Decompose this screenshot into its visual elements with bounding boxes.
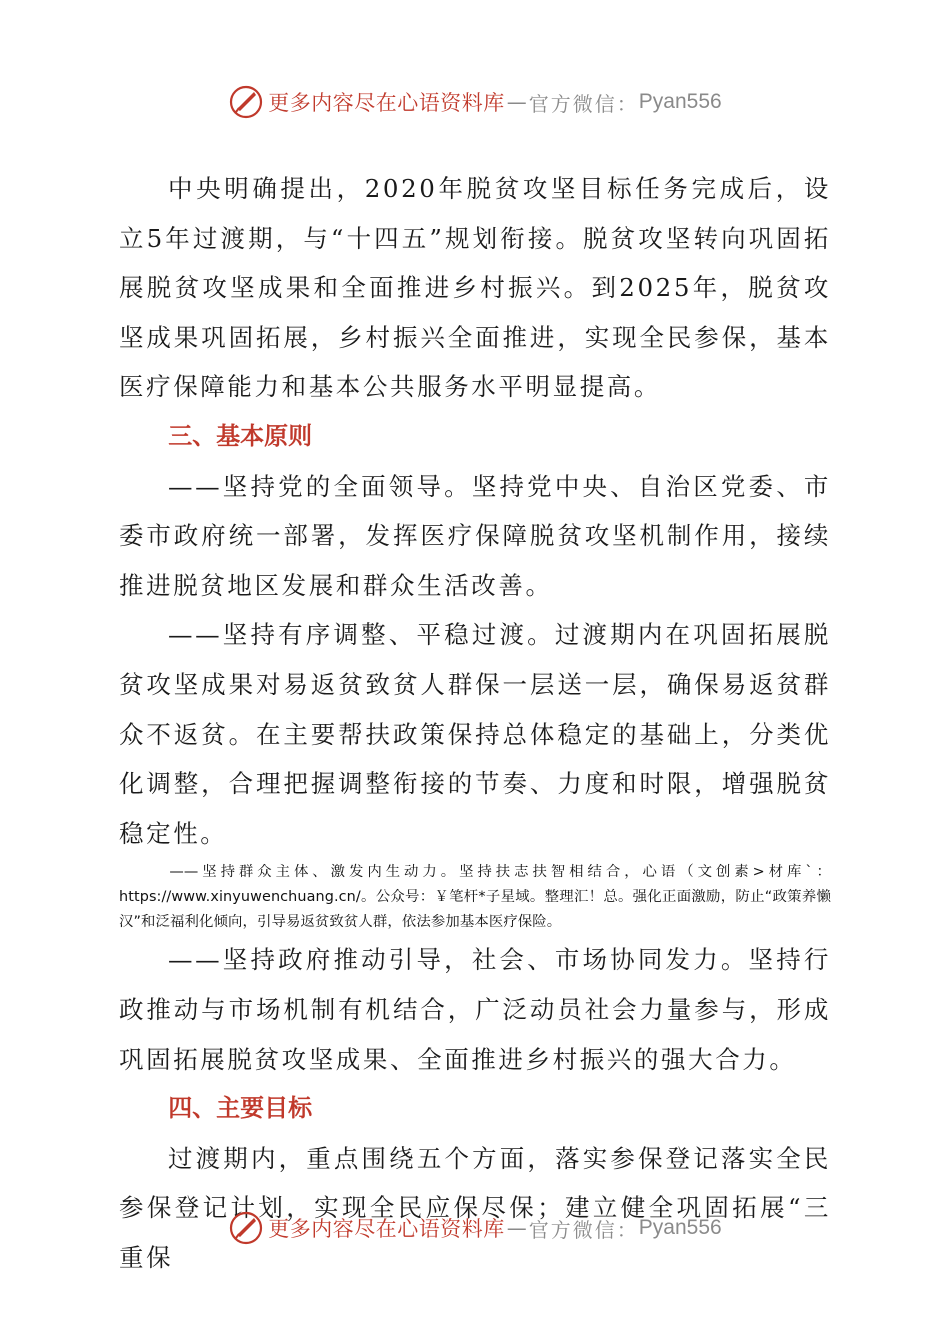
footer-banner bbox=[0, 1208, 950, 1248]
paragraph-orderly-adjustment: ——坚持有序调整、平稳过渡。过渡期内在巩固拓展脱贫攻坚成果对易返贫致贫人群保一层送一层，确保易返贫群众不返贫。在主要帮扶政策保持总体稳定的基础上，分类优化调整，合理把握调整衔接的节奏、力度和时限，增强脱贫稳定性。 bbox=[119, 620, 831, 848]
banner-title: 更多内容尽在心语资料库 bbox=[268, 91, 505, 115]
paragraph-government-guidance: ——坚持政府推动引导，社会、市场协同发力。坚持行政推动与市场机制有机结合，广泛动员社会力量参与，形成巩固拓展脱贫攻坚成果、全面推进乡村振兴的强大合力。 bbox=[119, 945, 831, 1074]
banner-wechat-id: Pyan556 bbox=[638, 90, 722, 113]
section-heading-principles: 三、基本原则 bbox=[168, 421, 313, 450]
banner-wechat-label: 官方微信： bbox=[528, 91, 639, 116]
banner-separator: — bbox=[506, 90, 527, 114]
header-banner bbox=[0, 82, 950, 122]
paragraph-goals: 过渡期内，重点围绕五个方面，落实参保登记落实全民参保登记计划，实现全民应保尽保；建立健全巩固拓展“三重保 bbox=[119, 1143, 831, 1272]
section-heading-goals: 四、主要目标 bbox=[168, 1094, 313, 1123]
paragraph-small-note: ——坚持群众主体、激发内生动力。坚持扶志扶智相结合，心语（文创素>材库`：https://www.xinyuwenchuang.cn/。公众号：￥笔杆*子星域。整理汇！总。强化正面激励，防止“政策养懒汉”和泛福利化倾向，引导易返贫致贫人群，依法参加基本医疗保险。 bbox=[119, 864, 831, 931]
quill-logo-icon bbox=[228, 84, 264, 120]
banner-separator: — bbox=[506, 1216, 527, 1240]
banner-wechat-label: 官方微信： bbox=[528, 1217, 639, 1242]
paragraph-transition-period: 中央明确提出，2020年脱贫攻坚目标任务完成后，设立5年过渡期，与“十四五”规划衔接。脱贫攻坚转向巩固拓展脱贫攻坚成果和全面推进乡村振兴。到2025年，脱贫攻坚成果巩固拓展，乡村振兴全面推进，实现全民参保，基本医疗保障能力和基本公共服务水平明显提高。 bbox=[119, 174, 831, 402]
document-body bbox=[119, 164, 831, 1282]
banner-wechat-id: Pyan556 bbox=[638, 1216, 722, 1239]
paragraph-party-leadership: ——坚持党的全面领导。坚持党中央、自治区党委、市委市政府统一部署，发挥医疗保障脱贫攻坚机制作用，接续推进脱贫地区发展和群众生活改善。 bbox=[119, 471, 831, 600]
banner-title: 更多内容尽在心语资料库 bbox=[268, 1217, 505, 1241]
quill-logo-icon bbox=[228, 1210, 264, 1246]
